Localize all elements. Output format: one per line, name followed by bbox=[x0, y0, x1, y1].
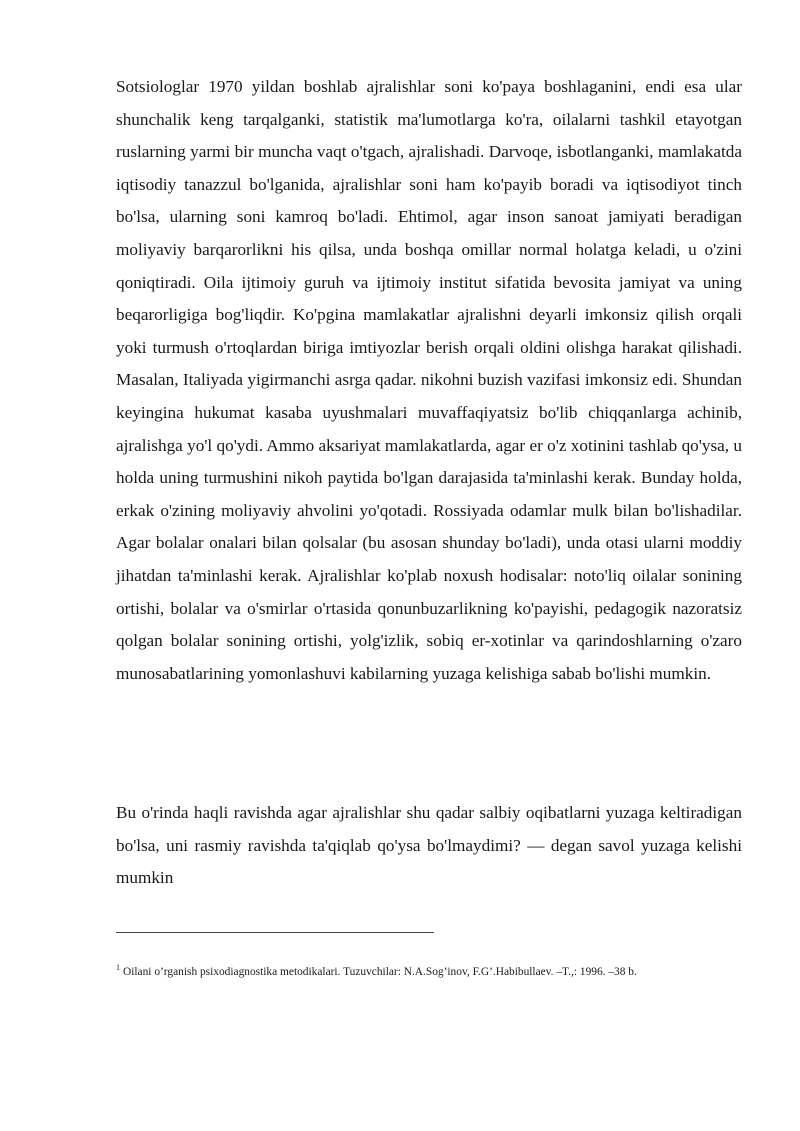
body-paragraph-2: Bu o'rinda haqli ravishda agar ajralishlar shu qadar salbiy oqibatlarni yuzaga keltiradigan bo'lsa, uni rasmiy ravishda ta'qiqlab qo'ysa bo'lmaydimi? — degan savol yuzaga kelishi mumkin bbox=[116, 803, 742, 888]
footnote-separator bbox=[116, 932, 434, 933]
footnote-marker: 1 bbox=[116, 963, 120, 972]
footnote-text: Oilani o’rganish psixodiagnostika metodikalari. Tuzuvchilar: N.A.Sog’inov, F.G’.Habibullaev. –T.,: 1996. –38 b. bbox=[123, 966, 637, 978]
footnote bbox=[116, 960, 776, 980]
body-paragraph-1: Sotsiologlar 1970 yildan boshlab ajralishlar soni ko'paya boshlaganini, endi esa ular shunchalik keng tarqalganki, statistik ma'lumotlarga ko'ra, oilalarni tashkil etayotgan ruslarning yarmi bir muncha vaqt o'tgach, ajralishadi. Darvoqe, isbotlanganki, mamlakatda iqtisodiy tanazzul bo'lganida, ajralishlar soni ham ko'payib boradi va iqtisodiyot tinch bo'lsa, ularning soni kamroq bo'ladi. Ehtimol, agar inson sanoat jamiyati beradigan moliyaviy barqarorlikni his qilsa, unda boshqa omillar normal holatga keladi, u o'zini qoniqtiradi. Oila ijtimoiy guruh va ijtimoiy institut sifatida bevosita jamiyat va uning beqarorligiga bog'liqdir. Ko'pgina mamlakatlar ajralishni deyarli imkonsiz qilish orqali yoki turmush o'rtoqlardan biriga imtiyozlar berish orqali oldini olishga harakat qilishadi. Masalan, Italiyada yigirmanchi asrga qadar. nikohni buzish vazifasi imkonsiz edi. Shundan keyingina hukumat kasaba uyushmalari muvaffaqiyatsiz bo'lib chiqqanlarga achinib, ajralishga yo'l qo'ydi. Ammo aksariyat mamlakatlarda, agar er o'z xotinini tashlab qo'ysa, u holda uning turmushini nikoh paytida bo'lgan darajasida ta'minlashi kerak. Bunday holda, erkak o'zining moliyaviy ahvolini yo'qotadi. Rossiyada odamlar mulk bilan bo'lishadilar. Agar bolalar onalari bilan qolsalar (bu asosan shunday bo'ladi), unda otasi ularni moddiy jihatdan ta'minlashi kerak. Ajralishlar ko'plab noxush hodisalar: noto'liq oilalar sonining ortishi, bolalar va o'smirlar o'rtasida qonunbuzarlikning ko'payishi, pedagogik nazoratsiz qolgan bolalar sonining ortishi, yolg'izlik, sobiq er-xotinlar va qarindoshlarning o'zaro munosabatlarining yomonlashuvi kabilarning yuzaga kelishiga sabab bo'lishi mumkin. bbox=[116, 77, 742, 683]
